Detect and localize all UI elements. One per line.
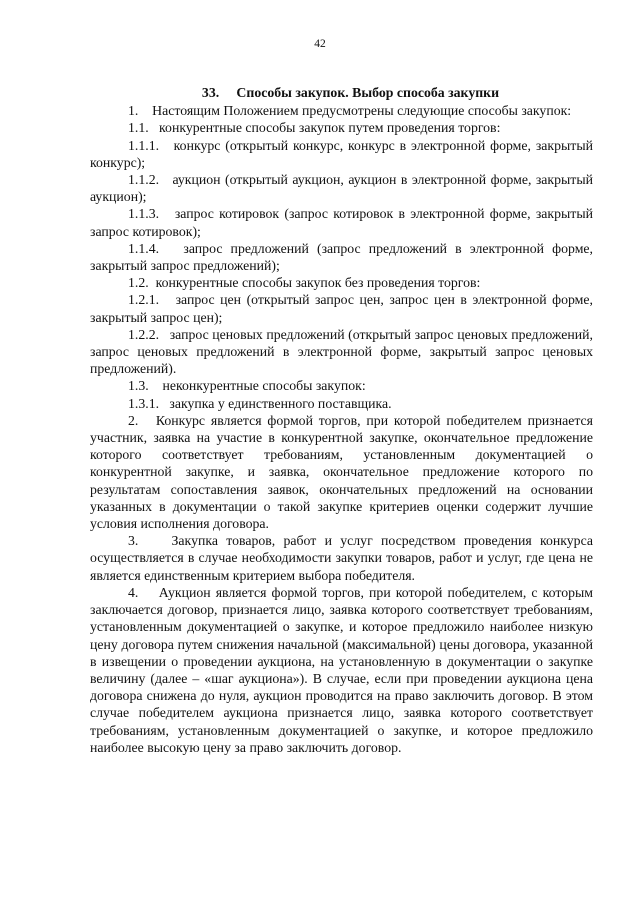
- paragraph-1-3: 1.3. неконкурентные способы закупок:: [128, 378, 366, 394]
- section-heading: [90, 84, 593, 101]
- paragraph-1-1-3: 1.1.3. запрос котировок (запрос котировок в электронной форме, закрытый запрос котировок);: [90, 206, 593, 239]
- paragraph-1-2: 1.2. конкурентные способы закупок без проведения торгов:: [128, 275, 481, 291]
- paragraph-4: 4. Аукцион является формой торгов, при которой победителем, с которым заключается договор, признается лицо, заявка которого соответствует требованиям, установленным документацией о закупке, и которое предложило наиболее низкую цену договора путем снижения начальной (максимальной) цены договора, указанной в извещении о проведении аукциона, на установленную в документации о закупке величину (далее – «шаг аукциона»). В случае, если при проведении аукциона цена договора снижена до нуля, аукцион проводится на право заключить договор. В этом случае победителем аукциона признается лицо, заявка которого соответствует требованиям, установленным документацией о закупке, и которое предложило наиболее высокую цену за право заключить договор.: [90, 584, 593, 755]
- paragraph-1-1-4: 1.1.4. запрос предложений (запрос предложений в электронной форме, закрытый запрос предложений);: [90, 240, 593, 274]
- paragraph-1-3-1: 1.3.1. закупка у единственного поставщика.: [128, 395, 392, 411]
- document-body: [90, 84, 593, 756]
- paragraph-1: 1. Настоящим Положением предусмотрены следующие способы закупок:: [128, 103, 572, 119]
- paragraph-1-1: 1.1. конкурентные способы закупок путем проведения торгов:: [128, 120, 501, 136]
- paragraph-1-2-2: 1.2.2. запрос ценовых предложений (открытый запрос ценовых предложений, запрос ценовых предложений в электронной форме, закрытый запрос ценовых предложений).: [90, 326, 593, 377]
- paragraph-1-1-1: 1.1.1. конкурс (открытый конкурс, конкурс в электронной форме, закрытый конкурс);: [90, 137, 593, 170]
- section-title: Способы закупок. Выбор способа закупки: [236, 85, 500, 100]
- paragraph-1-2-1: 1.2.1. запрос цен (открытый запрос цен, запрос цен в электронной форме, закрытый запрос цен);: [90, 292, 593, 325]
- paragraph-1-1-2: 1.1.2. аукцион (открытый аукцион, аукцион в электронной форме, закрытый аукцион);: [90, 172, 593, 205]
- paragraph-2: 2. Конкурс является формой торгов, при которой победителем признается участник, заявка на участие в конкурентной закупке, окончательное предложение которого соответствует требованиям, установленным документацией о конкурентной закупке, и заявка, окончательное предложение которого по результатам сопоставления заявок, окончательных предложений на основании указанных в документации о такой закупке критериев оценки содержит лучшие условия исполнения договора.: [90, 412, 593, 532]
- page-number: 42: [314, 38, 326, 50]
- section-number: 33.: [201, 85, 220, 100]
- paragraph-3: 3. Закупка товаров, работ и услуг посредством проведения конкурса осуществляется в случае необходимости закупки товаров, работ и услуг, где цена не является единственным критерием выбора победителя.: [90, 533, 593, 583]
